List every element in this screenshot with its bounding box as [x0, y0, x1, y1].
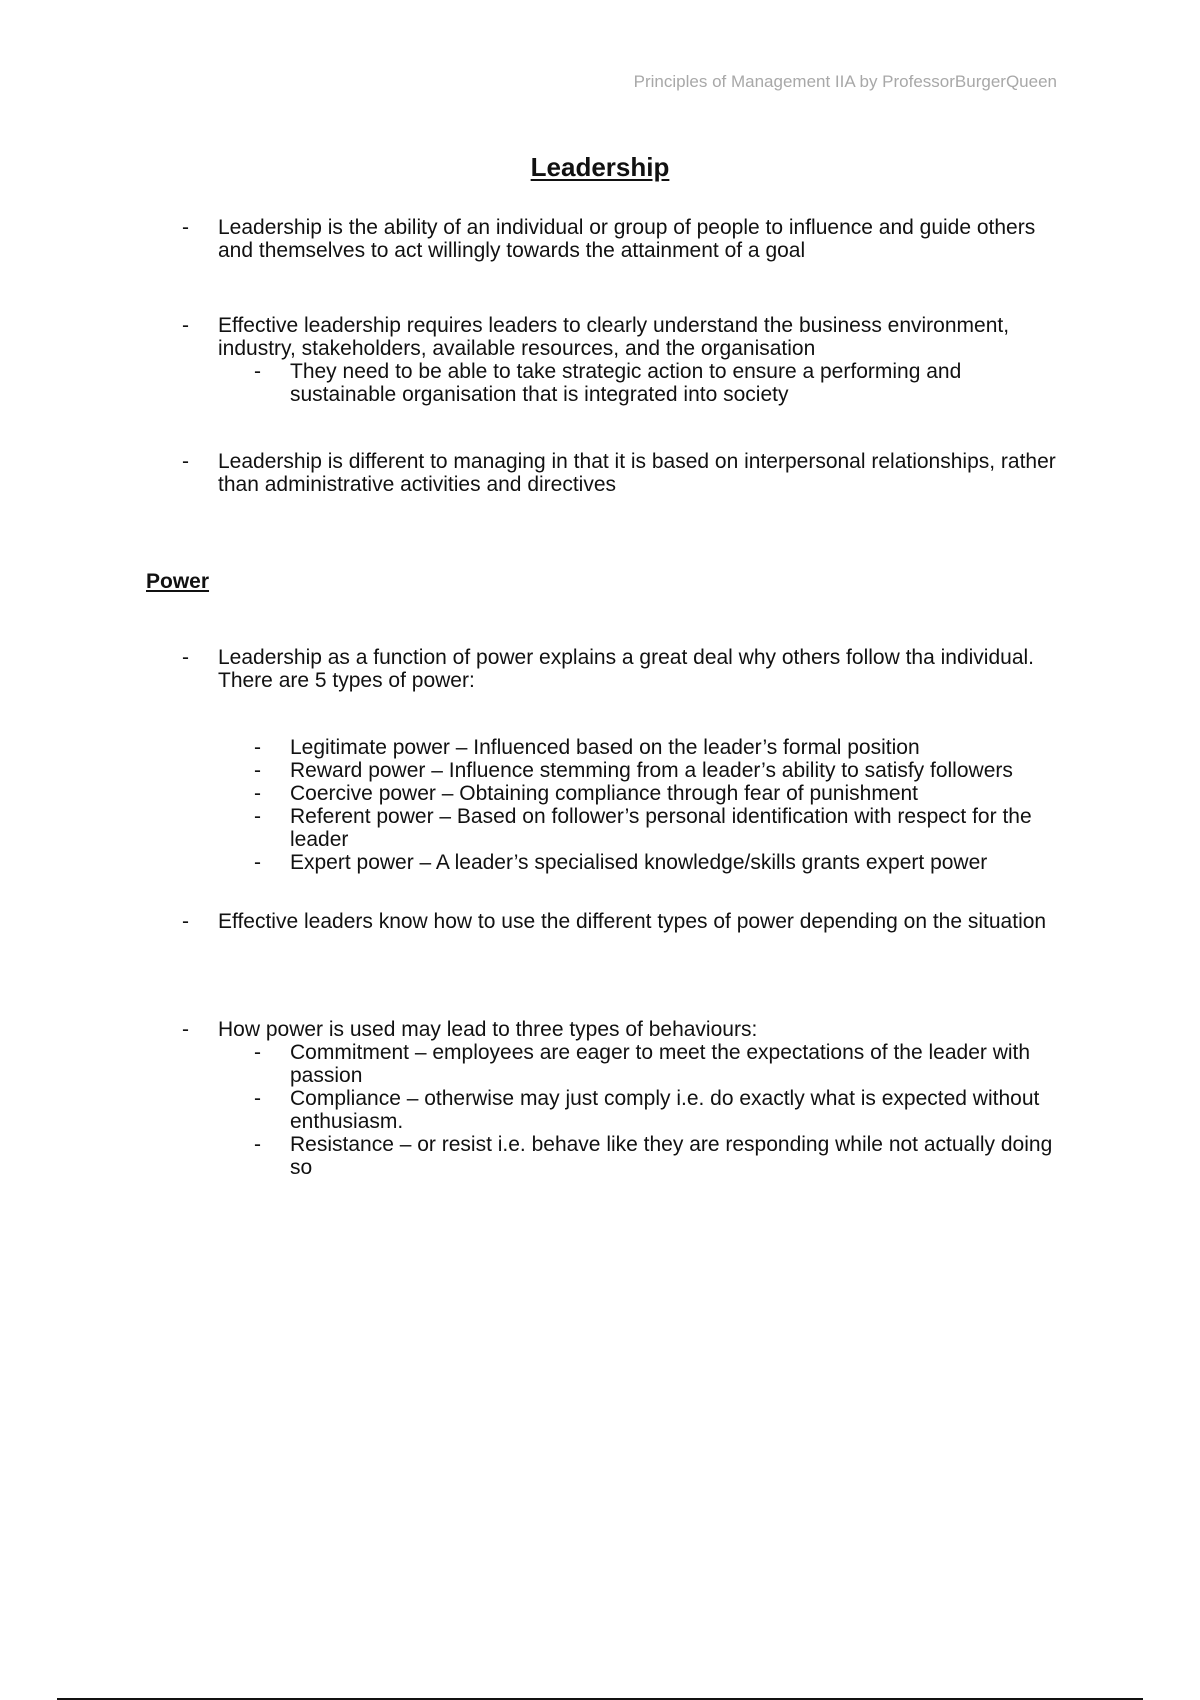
- bullet-text: Leadership is the ability of an individual or group of people to influence and guide others and themselves to act willingly towards the attainment of a goal: [218, 216, 1036, 262]
- power-types-list: [254, 736, 1062, 874]
- power-type-item: [254, 736, 1062, 759]
- power-types-block: [182, 736, 1062, 874]
- sub-bullet-text: They need to be able to take strategic action to ensure a performing and sustainable organisation that is integrated into society: [290, 360, 962, 406]
- bullet-dash: -: [254, 759, 261, 782]
- behaviour-item: [254, 1133, 1062, 1179]
- power-type-item: [254, 851, 1062, 874]
- bullet-dash: -: [182, 450, 189, 473]
- behaviours-list: [254, 1041, 1062, 1179]
- bullet-dash: -: [254, 851, 261, 874]
- sub-bullet: [254, 360, 1062, 406]
- bullet-dash: -: [254, 736, 261, 759]
- bullet-text: How power is used may lead to three types of behaviours:: [218, 1018, 758, 1041]
- bullet-dash: -: [254, 360, 261, 383]
- power-type-item: [254, 759, 1062, 782]
- page-title: Leadership: [530, 152, 670, 182]
- section-heading-power: Power: [146, 570, 210, 593]
- bullet-dash: -: [254, 1133, 261, 1156]
- bullet-dash: -: [254, 805, 261, 828]
- bullet-dash: -: [254, 782, 261, 805]
- bullet-behaviours: [182, 1018, 1062, 1179]
- power-type-text: Legitimate power – Influenced based on the leader’s formal position: [290, 736, 920, 759]
- bullet-power-intro: [182, 646, 1062, 692]
- bullet-dash: -: [182, 216, 189, 239]
- bullet-text: Leadership as a function of power explains a great deal why others follow tha individual. There are 5 types of power:: [218, 646, 1034, 692]
- bullet-text: Leadership is different to managing in that it is based on interpersonal relationships, rather than administrative activities and directives: [218, 450, 1056, 496]
- bullet-effective-leadership: [182, 314, 1062, 406]
- power-type-item: [254, 782, 1062, 805]
- bullet-leadership-vs-managing: [182, 450, 1062, 496]
- bullet-dash: -: [182, 314, 189, 337]
- behaviour-text: Commitment – employees are eager to meet the expectations of the leader with passion: [290, 1041, 1031, 1087]
- behaviour-text: Compliance – otherwise may just comply i.e. do exactly what is expected without enthusiasm.: [290, 1087, 1040, 1133]
- bullet-effective-use: [182, 910, 1062, 933]
- bullet-dash: -: [182, 646, 189, 669]
- sub-bullet-list: [254, 360, 1062, 406]
- bullet-leadership-definition: [182, 216, 1062, 262]
- bullet-dash: -: [254, 1041, 261, 1064]
- power-type-text: Coercive power – Obtaining compliance through fear of punishment: [290, 782, 919, 805]
- bullet-dash: -: [182, 910, 189, 933]
- bullet-text: Effective leadership requires leaders to clearly understand the business environment, industry, stakeholders, available resources, and the organisation: [218, 314, 1010, 360]
- bullet-dash: -: [182, 1018, 189, 1041]
- behaviour-text: Resistance – or resist i.e. behave like they are responding while not actually doing so: [290, 1133, 1053, 1179]
- running-header: Principles of Management IIA by ProfessorBurgerQueen: [633, 72, 1057, 91]
- bullet-dash: -: [254, 1087, 261, 1110]
- bullet-text: Effective leaders know how to use the different types of power depending on the situation: [218, 910, 1047, 933]
- power-type-text: Reward power – Influence stemming from a leader’s ability to satisfy followers: [290, 759, 1013, 782]
- power-type-text: Expert power – A leader’s specialised knowledge/skills grants expert power: [290, 851, 988, 874]
- behaviour-item: [254, 1041, 1062, 1087]
- power-type-item: [254, 805, 1062, 851]
- power-type-text: Referent power – Based on follower’s personal identification with respect for the leader: [290, 805, 1032, 851]
- behaviour-item: [254, 1087, 1062, 1133]
